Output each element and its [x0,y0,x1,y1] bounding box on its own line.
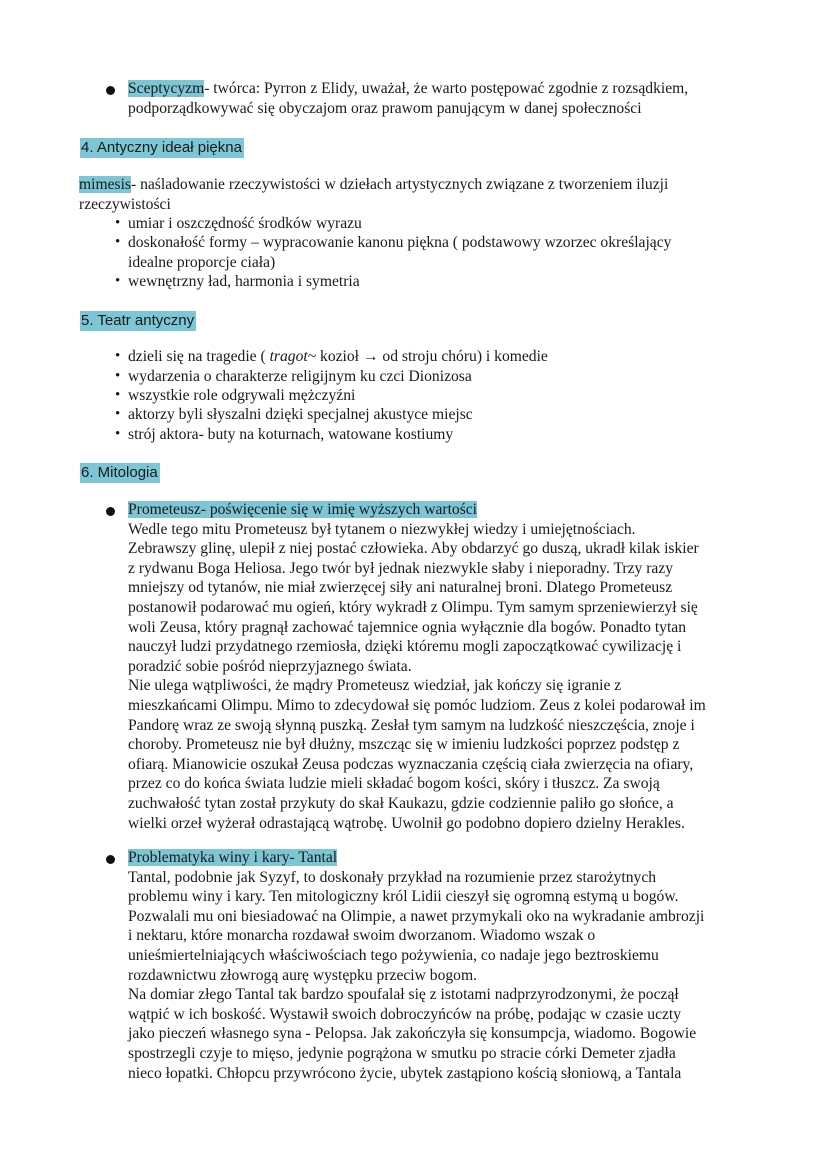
bullet-icon: • [115,273,121,289]
text-segment: dzieli się na tragedie ( [128,348,270,365]
text-line: Pandorę wraz ze swoją słynną puszką. Zesłał tym samym na ludzkość nieszczęścia, znoje i [128,716,695,734]
text-segment: ~ kozioł → od stroju chóru) i komedie [307,348,548,365]
heading-text: 4. Antyczny ideał piękna [81,139,242,156]
text-line: choroby. Prometeusz nie był dłużny, mszcząc się w imieniu ludzkości poprzez podstęp z [128,736,680,754]
text-line: przez co do końca świata ludzie mieli składać bogom kości, skóry i tłuszcz. Za swoją [128,775,660,793]
text-line: Wedle tego mitu Prometeusz był tytanem o niezwykłej wiedzy i umiejętnościach. [128,520,636,538]
section-heading-4 [79,138,245,157]
bullet-dot-icon [106,855,115,864]
text-line: wydarzenia o charakterze religijnym ku czci Dionizosa [128,368,472,385]
section-heading-6 [79,463,161,482]
text-line: i nektaru, które monarcha rozdawał swoim dworzanom. Wiadomo wszak o [128,927,596,945]
mimesis-definition [79,175,668,214]
prometeusz-entry [128,500,706,833]
text-line: umiar i oszczędność środków wyrazu [128,215,362,232]
text-line: strój aktora- buty na koturnach, watowane kostiumy [128,426,454,443]
bullet-icon: • [115,406,121,422]
text-line: poradzić sobie pośród nieprzyjaznego świata. [128,657,412,675]
bullet-icon: • [115,387,121,403]
text-line: ofiarą. Mianowicie oszukał Zeusa podczas wyznaczania częścią ciała zwierzęcia na ofiary, [128,755,694,773]
text-line: woli Zeusa, który pragnął zachować tajemnice ognia wyłącznie dla bogów. Ponadto tytan [128,618,687,636]
text-line: wątpić w ich boskość. Wystawił swoich dobroczyńców na próbę, podając w czasie uczty [128,1005,682,1023]
bullet-icon: • [115,234,121,250]
text-line: mieszkańcami Olimpu. Mimo to zdecydował się pomóc ludziom. Zeus z kolei podarował im [128,696,706,714]
list-item [128,272,360,292]
bullet-icon: • [115,348,121,364]
bullet-icon: • [115,215,121,231]
text-line: spostrzegli czyje to mięso, jedynie pogrążona w smutku po stracie córki Demeter zjadła [128,1044,676,1062]
bullet-dot-icon [106,86,115,95]
italic-term: tragot [269,348,308,365]
bullet-dot-icon [106,507,115,516]
text-line: idealne proporcje ciała) [128,253,276,271]
bullet-icon: • [115,426,121,442]
list-item [128,425,453,445]
text-line: jako pieczeń własnego syna - Pelopsa. Jak zakończyła się konsumpcja, wiadomo. Bogowie [128,1025,697,1043]
highlighted-term: Sceptycyzm [128,80,205,97]
text-line: unieśmiertelniających właściwościach tego pożywienia, co nadaje jego beztroskiemu [128,946,659,964]
text-line: problemu winy i kary. Ten mitologiczny król Lidii cieszył się ogromną estymą u bogów. [128,888,679,906]
bullet-icon: • [115,368,121,384]
text-line: postanowił podarować mu ogień, który wykradł z Olimpu. Tym samym sprzeniewierzył się [128,598,698,616]
text-line: podporządkowywać się obyczajom oraz prawom panującym w danej społeczności [128,99,642,117]
list-item [128,214,362,234]
list-item [128,405,473,425]
text-line: Pozwalali mu oni biesiadować na Olimpie, a nawet przymykali oko na wykradanie ambrozji [128,907,705,925]
section-heading-5 [79,311,197,330]
text-line: Zebrawszy glinę, ulepił z niej postać człowieka. Aby obdarzyć go duszą, ukradł kilak iskier [128,540,699,558]
text-line: wielki orzeł wyżerał odrastającą wątrobę. Uwolnił go podobno dopiero dzielny Herakles. [128,814,685,832]
list-item [128,386,355,406]
text-line: rozdawnictwu złowrogą aurę występku przeciw bogom. [128,966,478,984]
text-line: zuchwałość tytan został przykuty do skał Kaukazu, gdzie codziennie paliło go słońce, a [128,794,674,812]
sceptycyzm-entry [128,79,688,118]
text-line: z rydwanu Boga Heliosa. Jego twór był jednak niezwykle słaby i nieporadny. Trzy razy [128,559,674,577]
heading-text: 5. Teatr antyczny [81,312,195,329]
list-item [128,233,671,272]
text-line: wszystkie role odgrywali mężczyźni [128,387,356,404]
text-line: Tantal, podobnie jak Syzyf, to doskonały przykład na rozumienie przez starożytnych [128,868,657,886]
text-line: nieco łopatki. Chłopcu przywrócono życie, ubytek zastąpiono kością słoniową, a Tantala [128,1064,682,1082]
text-line: doskonałość formy – wypracowanie kanonu piękna ( podstawowy wzorzec określający [128,234,672,251]
list-item [128,367,472,387]
tantal-entry [128,848,704,1083]
entry-title: Problematyka winy i kary- Tantal [128,849,338,866]
text-line: - twórca: Pyrron z Elidy, uważał, że warto postępować zgodnie z rozsądkiem, [204,80,689,97]
text-line: - naśladowanie rzeczywistości w dziełach artystycznych związane z tworzeniem iluzji [130,176,669,193]
text-line: Nie ulega wątpliwości, że mądry Prometeusz wiedział, jak kończy się igranie z [128,677,622,695]
entry-title: Prometeusz- poświęcenie się w imię wyższych wartości [128,501,478,518]
heading-text: 6. Mitologia [81,464,158,481]
text-line: Na domiar złego Tantal tak bardzo spoufalał się z istotami nadprzyrodzonymi, że począł [128,986,679,1004]
text-line: wewnętrzny ład, harmonia i symetria [128,273,360,290]
text-line: mniejszy od tytanów, nie miał zwierzęcej siły ani naturalnej broni. Dlatego Prometeusz [128,579,673,597]
text-line: rzeczywistości [79,195,171,213]
list-item [128,347,548,367]
highlighted-term: mimesis [79,176,131,193]
text-line: nauczył ludzi przydatnego rzemiosła, dzięki któremu mogli zapoczątkować cywilizację i [128,638,682,656]
text-line: aktorzy byli słyszalni dzięki specjalnej akustyce miejsc [128,406,473,423]
